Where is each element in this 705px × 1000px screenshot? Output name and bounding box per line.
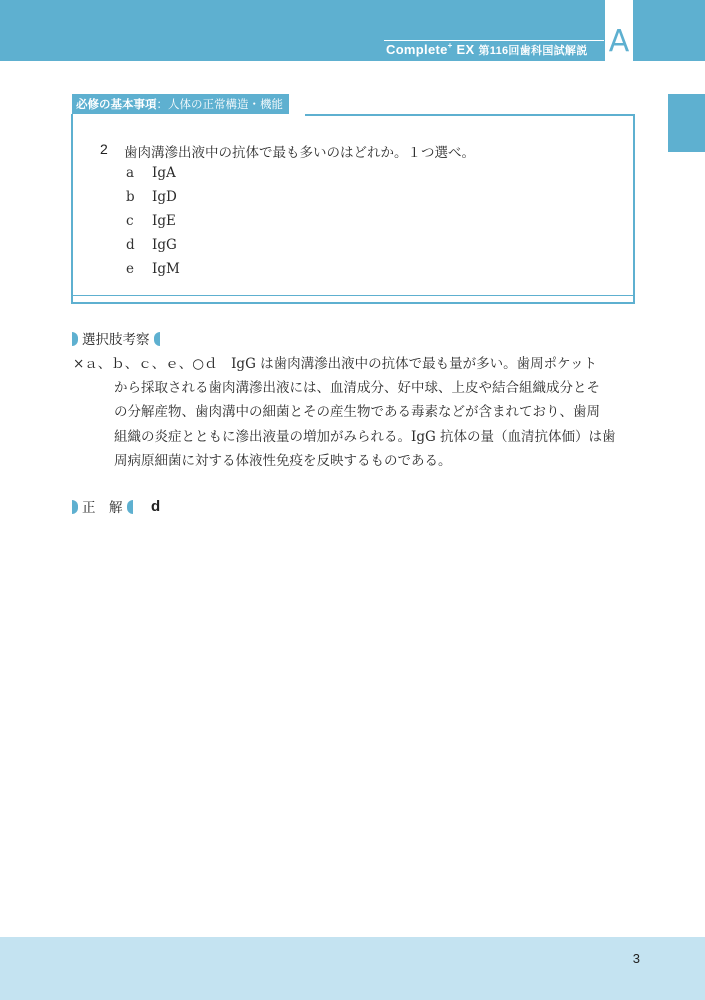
choice-text: IgE [152, 213, 176, 229]
explanation-line: から採取される歯肉溝滲出液には、血清成分、好中球、上皮や結合組織成分とそ [114, 380, 600, 396]
explanation-line: 組織の炎症とともに滲出液量の増加がみられる。IgG 抗体の量（血清抗体価）は歯 [114, 429, 616, 445]
answer-value: d [151, 498, 161, 515]
choice-item [126, 213, 176, 235]
explanation-line: ×ａ、ｂ、ｃ、ｅ、○ｄ IgG は歯肉溝滲出液中の抗体で最も量が多い。歯周ポケット [73, 356, 597, 372]
choice-item [126, 165, 176, 187]
series-edition: EX [452, 42, 475, 57]
choice-key: b [126, 189, 135, 205]
series-plus: + [447, 41, 453, 50]
answer-heading-text: 正 解 [82, 500, 123, 516]
choice-text: IgG [152, 237, 177, 253]
category-main: 必修の基本事項 [76, 97, 157, 111]
answer-heading [72, 499, 133, 517]
choice-key: a [126, 165, 135, 181]
bracket-right-icon [154, 332, 160, 346]
explanation-heading [72, 331, 160, 349]
choice-key: d [126, 237, 135, 253]
category-sub: ：人体の正常構造・機能 [156, 97, 283, 111]
series-name: Complete [386, 42, 448, 57]
explanation-heading-text: 選択肢考察 [82, 332, 150, 348]
choice-text: IgM [152, 261, 180, 277]
bracket-left-icon [72, 500, 78, 514]
bracket-right-icon [127, 500, 133, 514]
choice-item [126, 237, 177, 259]
choice-text: IgD [152, 189, 177, 205]
choice-item [126, 189, 177, 211]
header-band [0, 0, 705, 61]
book-subtitle: 第116回歯科国試解説 [478, 45, 588, 57]
question-text: 歯肉溝滲出液中の抗体で最も多いのはどれか。１つ選べ。 [124, 145, 475, 161]
category-label [72, 94, 289, 114]
page-number: 3 [632, 951, 640, 966]
choice-text: IgA [152, 165, 176, 181]
book-title [386, 41, 588, 58]
explanation-line: の分解産物、歯肉溝中の細菌とその産生物である毒素などが含まれており、歯周 [114, 404, 600, 420]
choice-key: e [126, 261, 134, 277]
choice-item [126, 261, 180, 283]
footer-band [0, 937, 705, 1000]
question-number: 2 [100, 141, 108, 157]
side-index-tab [668, 94, 705, 152]
bracket-left-icon [72, 332, 78, 346]
section-letter: A [608, 24, 630, 59]
choice-key: c [126, 213, 134, 229]
explanation-line: 周病原細菌に対する体液性免疫を反映するものである。 [114, 453, 452, 469]
